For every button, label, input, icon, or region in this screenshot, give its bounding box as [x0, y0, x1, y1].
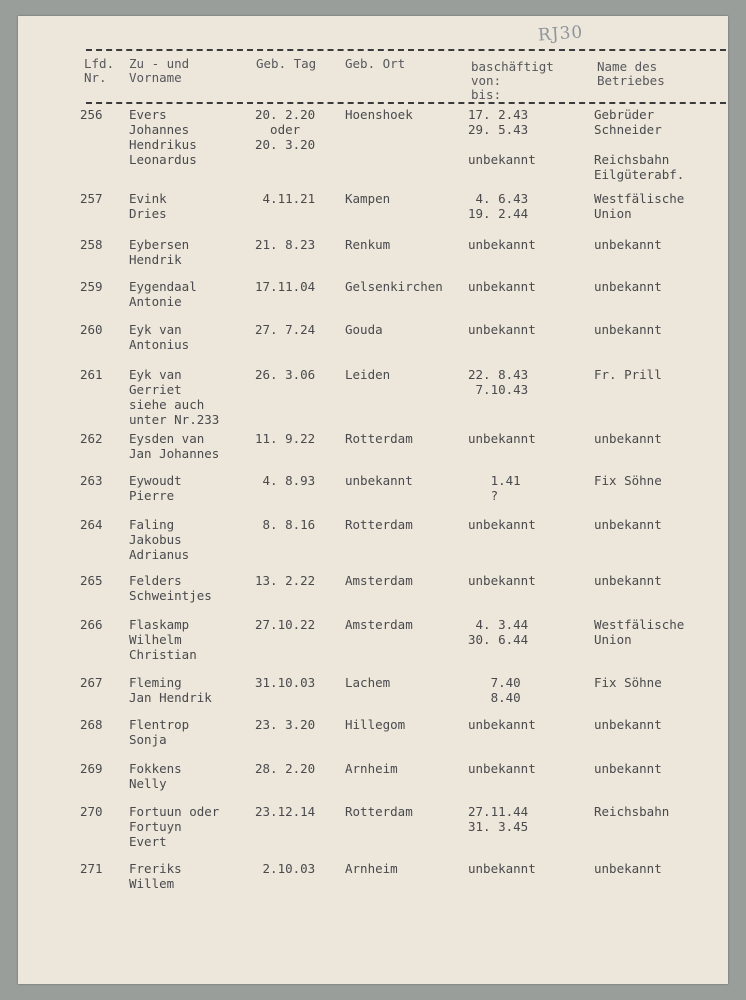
cell-name: Eyk van Antonius	[129, 322, 190, 352]
cell-beschaeftigt: 7.40 8.40	[490, 675, 521, 705]
cell-geb-ort: unbekannt	[345, 473, 413, 488]
cell-name: Evink Dries	[129, 191, 167, 221]
cell-geb-tag: 4. 8.93	[255, 473, 316, 488]
cell-beschaeftigt: unbekannt	[468, 431, 536, 446]
header-lfd-label: Lfd.	[84, 56, 115, 71]
cell-beschaeftigt: 4. 3.44 30. 6.44	[468, 617, 529, 647]
cell-name: Flaskamp Wilhelm Christian	[129, 617, 197, 662]
cell-beschaeftigt: 1.41 ?	[490, 473, 521, 503]
cell-geb-ort: Gouda	[345, 322, 383, 337]
cell-geb-ort: Arnheim	[345, 761, 398, 776]
header-name-label: Zu - und	[129, 56, 190, 71]
cell-betrieb: unbekannt	[594, 517, 662, 532]
cell-nr: 266	[80, 617, 103, 632]
pencil-note: RJ30	[537, 22, 584, 46]
cell-beschaeftigt: unbekannt	[468, 761, 536, 776]
cell-nr: 263	[80, 473, 103, 488]
cell-name: Eyk van Gerriet siehe auch unter Nr.233	[129, 367, 220, 427]
cell-nr: 268	[80, 717, 103, 732]
cell-betrieb: Fr. Prill	[594, 367, 662, 382]
cell-nr: 269	[80, 761, 103, 776]
cell-betrieb: Fix Söhne	[594, 473, 662, 488]
cell-nr: 264	[80, 517, 103, 532]
cell-nr: 259	[80, 279, 103, 294]
cell-name: Evers Johannes Hendrikus Leonardus	[129, 107, 197, 167]
cell-nr: 257	[80, 191, 103, 206]
cell-name: Faling Jakobus Adrianus	[129, 517, 190, 562]
cell-beschaeftigt: 4. 6.43 19. 2.44	[468, 191, 529, 221]
header-geb-ort-label: Geb. Ort	[345, 56, 406, 71]
cell-betrieb: unbekannt	[594, 237, 662, 252]
cell-name: Eywoudt Pierre	[129, 473, 182, 503]
cell-beschaeftigt: unbekannt	[468, 573, 536, 588]
document-page	[18, 16, 728, 984]
cell-geb-tag: 23.12.14	[255, 804, 316, 819]
cell-name: Felders Schweintjes	[129, 573, 212, 603]
cell-nr: 261	[80, 367, 103, 382]
cell-geb-ort: Gelsenkirchen	[345, 279, 443, 294]
cell-nr: 258	[80, 237, 103, 252]
cell-geb-ort: Lachem	[345, 675, 391, 690]
header-nr-label: Nr.	[84, 70, 107, 85]
cell-geb-tag: 13. 2.22	[255, 573, 316, 588]
cell-name: Eysden van Jan Johannes	[129, 431, 220, 461]
cell-betrieb: unbekannt	[594, 279, 662, 294]
cell-beschaeftigt: 27.11.44 31. 3.45	[468, 804, 529, 834]
cell-geb-tag: 21. 8.23	[255, 237, 316, 252]
cell-betrieb: unbekannt	[594, 761, 662, 776]
cell-nr: 271	[80, 861, 103, 876]
cell-geb-ort: Amsterdam	[345, 573, 413, 588]
cell-geb-tag: 17.11.04	[255, 279, 316, 294]
header-betriebes-label: Betriebes	[597, 73, 665, 88]
cell-betrieb: unbekannt	[594, 861, 662, 876]
cell-geb-tag: 28. 2.20	[255, 761, 316, 776]
cell-geb-tag: 27.10.22	[255, 617, 316, 632]
cell-betrieb: Westfälische Union	[594, 191, 685, 221]
cell-nr: 267	[80, 675, 103, 690]
cell-beschaeftigt: unbekannt	[468, 279, 536, 294]
cell-geb-ort: Hoenshoek	[345, 107, 413, 122]
header-betrieb-label: Name des	[597, 59, 658, 74]
cell-name: Fleming Jan Hendrik	[129, 675, 212, 705]
cell-name: Flentrop Sonja	[129, 717, 190, 747]
cell-beschaeftigt: unbekannt	[468, 717, 536, 732]
cell-beschaeftigt: unbekannt	[468, 861, 536, 876]
cell-geb-tag: 8. 8.16	[255, 517, 316, 532]
cell-betrieb: unbekannt	[594, 717, 662, 732]
cell-geb-ort: Rotterdam	[345, 431, 413, 446]
cell-betrieb: Westfälische Union	[594, 617, 685, 647]
cell-name: Fokkens Nelly	[129, 761, 182, 791]
cell-nr: 265	[80, 573, 103, 588]
cell-geb-ort: Rotterdam	[345, 517, 413, 532]
cell-geb-tag: 31.10.03	[255, 675, 316, 690]
header-bottom-rule	[86, 102, 726, 104]
cell-beschaeftigt: 22. 8.43 7.10.43	[468, 367, 529, 397]
cell-geb-ort: Hillegom	[345, 717, 406, 732]
cell-beschaeftigt: unbekannt	[468, 322, 536, 337]
cell-betrieb: unbekannt	[594, 431, 662, 446]
cell-geb-ort: Renkum	[345, 237, 391, 252]
cell-nr: 262	[80, 431, 103, 446]
cell-nr: 270	[80, 804, 103, 819]
cell-geb-tag: 4.11.21	[255, 191, 316, 206]
cell-geb-ort: Amsterdam	[345, 617, 413, 632]
cell-geb-tag: 2.10.03	[255, 861, 316, 876]
cell-beschaeftigt: 17. 2.43 29. 5.43 unbekannt	[468, 107, 536, 167]
cell-nr: 256	[80, 107, 103, 122]
cell-geb-ort: Leiden	[345, 367, 391, 382]
header-bis-label: bis:	[471, 87, 502, 102]
cell-betrieb: Gebrüder Schneider Reichsbahn Eilgüterabf.	[594, 107, 685, 182]
header-von-label: von:	[471, 73, 502, 88]
header-beschaeftigt-label: baschäftigt	[471, 59, 554, 74]
cell-name: Freriks Willem	[129, 861, 182, 891]
header-top-rule	[86, 49, 726, 51]
cell-geb-tag: 23. 3.20	[255, 717, 316, 732]
cell-betrieb: unbekannt	[594, 322, 662, 337]
cell-name: Fortuun oder Fortuyn Evert	[129, 804, 220, 849]
cell-geb-ort: Rotterdam	[345, 804, 413, 819]
header-geb-tag-label: Geb. Tag	[256, 56, 317, 71]
cell-betrieb: Fix Söhne	[594, 675, 662, 690]
cell-beschaeftigt: unbekannt	[468, 237, 536, 252]
cell-betrieb: unbekannt	[594, 573, 662, 588]
cell-nr: 260	[80, 322, 103, 337]
cell-geb-tag: 11. 9.22	[255, 431, 316, 446]
cell-geb-ort: Arnheim	[345, 861, 398, 876]
cell-name: Eybersen Hendrik	[129, 237, 190, 267]
cell-name: Eygendaal Antonie	[129, 279, 197, 309]
cell-geb-tag: 20. 2.20 oder 20. 3.20	[255, 107, 316, 152]
cell-geb-tag: 26. 3.06	[255, 367, 316, 382]
header-vorname-label: Vorname	[129, 70, 182, 85]
cell-geb-tag: 27. 7.24	[255, 322, 316, 337]
cell-geb-ort: Kampen	[345, 191, 391, 206]
cell-beschaeftigt: unbekannt	[468, 517, 536, 532]
cell-betrieb: Reichsbahn	[594, 804, 670, 819]
